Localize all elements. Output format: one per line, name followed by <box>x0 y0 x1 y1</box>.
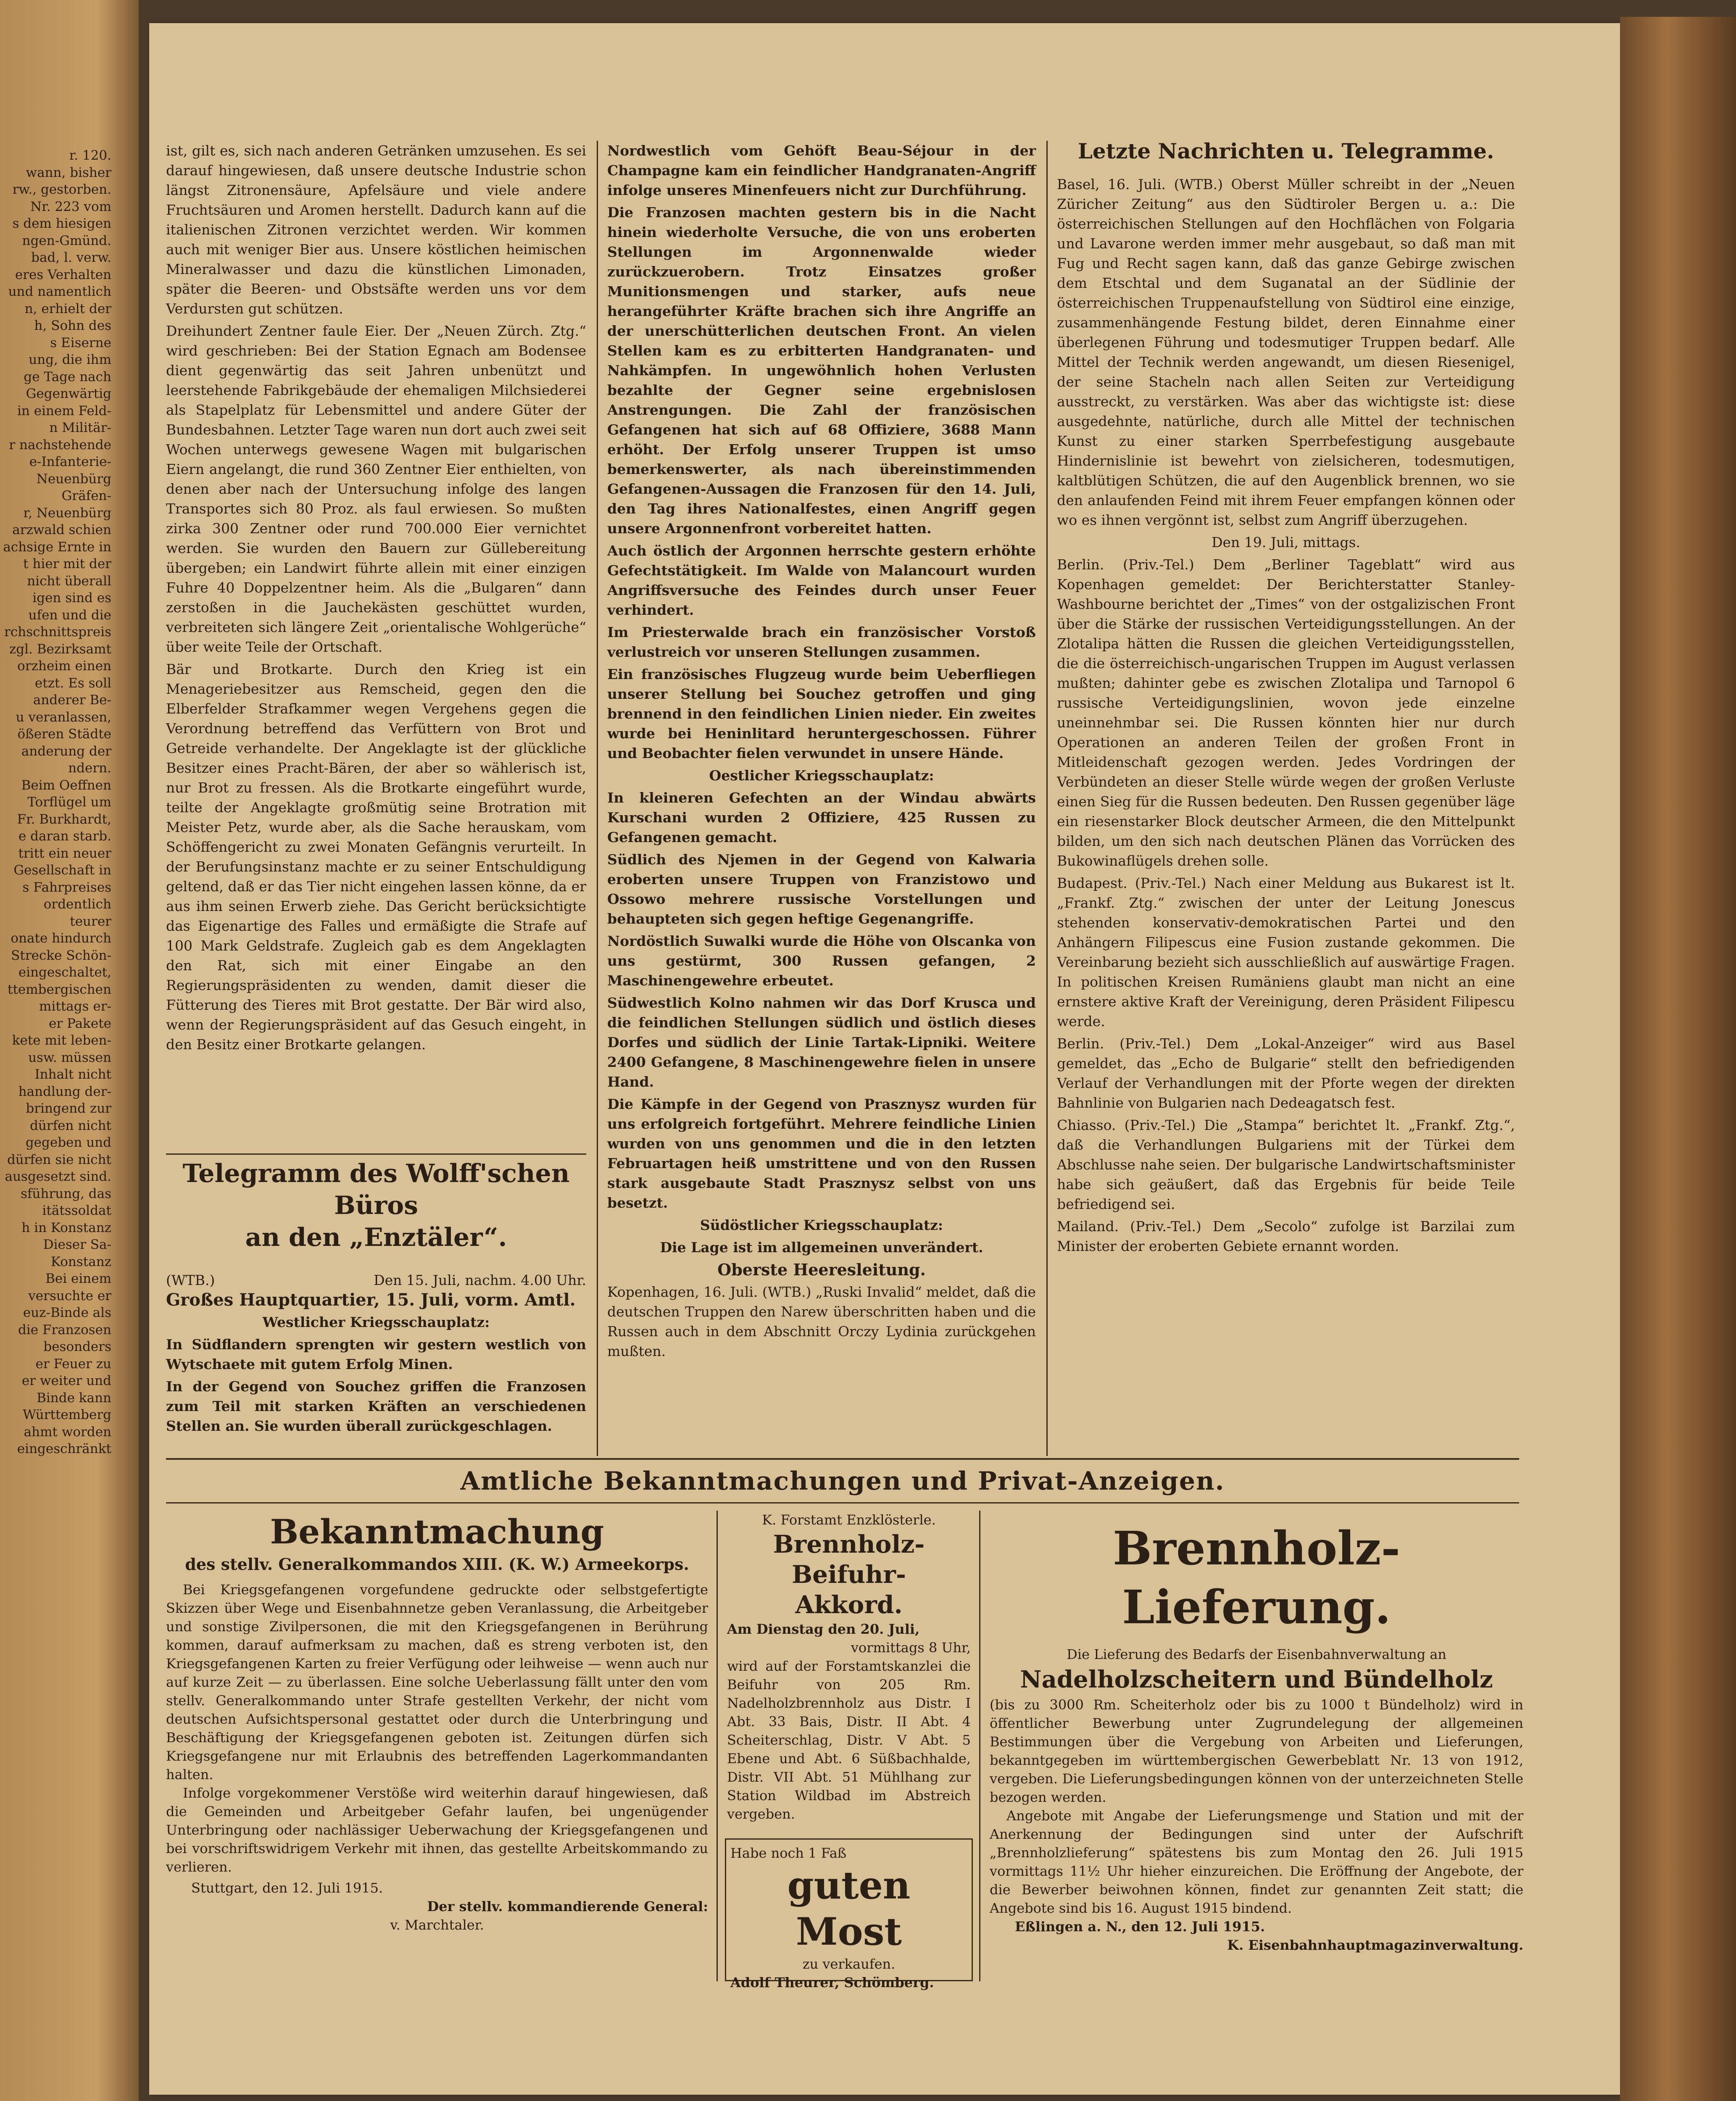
left-fragment-line: ngen-Gmünd. <box>22 233 111 248</box>
left-fragment-line: u veranlassen, <box>16 709 111 725</box>
column-1 <box>166 141 586 1057</box>
column-3 <box>1057 137 1515 1258</box>
article-eggs: Dreihundert Zentner faule Eier. Der „Neuen Zürch. Ztg.“ wird geschrieben: Bei der Station Egnach am Bodensee dient gegenwärtig das seit Jahren unbenützt und leerstehende Fabrikgebäude der ehemaligen Milchsiederei als Stapelplatz für Lebensmittel und andere Güter der Bundesbahnen. Letzter Tage waren nun dort auch zwei seit Wochen unterwegs gewesene Wagen mit bulgarischen Eiern angelangt, die rund 360 Zentner Eier enthielten, von denen aber nach der Untersuchung infolge des langen Transportes sich 80 Proz. als faul erwiesen. So mußten zirka 300 Zentner oder rund 700.000 Eier vernichtet werden. Sie wurden den Bauern zur Güllebereitung übergeben; ein Landwirt führte allein mit einer einzigen Fuhre 40 Doppelzentner heim. Als die „Bulgaren“ dann zerstoßen in die Jauchekästen geschüttet wurden, verbreiteten sich längere Zeit „orientalische Wohlgerüche“ über weite Teile der Ortschaft. <box>166 323 586 655</box>
southeast-heading: Südöstlicher Kriegsschauplatz: <box>700 1217 943 1233</box>
col2-p9: Südwestlich Kolno nahmen wir das Dorf Krusca und die feindlichen Stellungen südlich und östlich dieses Dorfes und südlich der Linie Tartak-Lipniki. Weitere 2400 Gefangene, 8 Maschinengewehre fielen in unsere Hand. <box>607 995 1036 1090</box>
ad1-title: Bekanntmachung <box>270 1512 604 1551</box>
left-fragment-line: ausgesetzt sind. <box>5 1169 111 1184</box>
section-rule-bottom <box>166 1502 1519 1503</box>
left-fragment-line: die Franzosen <box>18 1322 111 1337</box>
left-fragment-line: h, Sohn des <box>34 318 111 333</box>
left-fragment-line: anderung der <box>21 743 111 759</box>
col2-p1: Nordwestlich vom Gehöft Beau-Séjour in der Champagne kam ein feindlicher Handgranaten-Angriff infolge unseres Minenfeuers nicht zur Durchführung. <box>607 142 1036 198</box>
telegram-hq: Großes Hauptquartier, 15. Juli, vorm. Amtl. <box>166 1290 576 1310</box>
previous-page-edge <box>0 0 139 2101</box>
left-fragment-line: n, erhielt der <box>24 301 111 316</box>
ads-banner: Amtliche Bekanntmachungen und Privat-Anzeigen. <box>460 1466 1225 1496</box>
ad3-sign: Adolf Theurer, Schömberg. <box>730 1975 934 1990</box>
left-fragment-line: ordentlich teurer <box>43 897 111 929</box>
left-fragment-line: versuchte er <box>28 1288 111 1303</box>
left-fragment-line: rw., gestorben. <box>12 182 111 197</box>
ad1-sign2: v. Marchtaler. <box>390 1917 484 1933</box>
telegram-dateline: Den 15. Juli, nachm. 4.00 Uhr. <box>374 1272 586 1288</box>
telegram-title-2: an den „Enztäler“. <box>245 1223 507 1252</box>
left-fragment-line: igen sind es <box>32 590 111 606</box>
left-fragment-line: s dem hiesigen <box>12 216 111 231</box>
ad4-body: (bis zu 3000 Rm. Scheiterholz oder bis zu 1000 t Bündelholz) wird in öffentlicher Bewerbung unter Zugrundelegung der allgemeinen Bestimmungen über die Vergebung von Arbeiten und Lieferungen, bekanntgegeben im württembergischen Gewerbeblatt Nr. 13 von 1912, vergeben. Die Lieferungsbedingungen können von der unterzeichneten Stelle bezogen werden. <box>990 1697 1523 1805</box>
left-fragment-line: handlung der- <box>18 1084 111 1099</box>
left-fragment-line: eingeschaltet, <box>18 965 111 980</box>
left-fragment-line: arzwald schien <box>12 522 111 537</box>
left-fragment-line: gegeben und <box>25 1135 111 1150</box>
left-fragment-line: e-Infanterie- <box>29 454 111 469</box>
left-fragment-line: Torflügel um <box>27 795 111 810</box>
left-fragment-line: Gesellschaft in <box>13 863 111 878</box>
left-fragment-line: Neuenbürg <box>36 471 111 487</box>
left-fragment-line: ahmt worden <box>24 1424 111 1440</box>
col3-p1: Basel, 16. Juli. (WTB.) Oberst Müller schreibt in der „Neuen Züricher Zeitung“ aus den Südtiroler Bergen u. a.: Die österreichischen Stellungen auf den Hochflächen von Folgaria und Lavarone werden immer mehr ausgebaut, so daß man mit Fug und Recht sagen kann, daß das ganze Gebirge zwischen dem Etschtal und dem Suganatal an der Südlinie der österreichischen Truppenaufstellung von Südtirol eine einzige, zusammenhängende Festung bildet, deren Einnahme einer überlegenen Führung und todesmutiger Truppen bedarf. Alle Mittel der Technik werden angewandt, um diesen Riesenigel, der seine Stacheln nach allen Seiten zur Verteidigung ausstreckt, zu verstärken. Was aber das wichtigste ist: diese ausgedehnte, natürliche, durch alle Mittel der technischen Kunst zu einer starken Sperrbefestigung ausgebaute Hindernislinie ist bewehrt von zielsicheren, todesmutigen, kaltblütigen Schützen, die auf den Augenblick brennen, wo sie den anlaufenden Feind mit ihrem Feuer empfangen können oder wo es ihnen vergönnt ist, selbst zum Angriff überzugehen. <box>1057 176 1515 528</box>
ad-brennholz <box>990 1511 1523 1954</box>
left-fragment-line: ung, die ihm <box>29 352 111 367</box>
left-fragment-line: onate hindurch <box>11 931 111 946</box>
left-fragment-line: Bei einem <box>45 1271 111 1286</box>
ad2-title2: Akkord. <box>795 1590 903 1619</box>
ad-most <box>725 1838 973 1990</box>
left-fragment-line: mittags er- <box>39 999 111 1014</box>
telegram-top-rule <box>166 1153 586 1155</box>
column-rule-2 <box>1046 141 1048 1456</box>
left-fragment-line: besonders <box>43 1339 111 1354</box>
ad4-body2: Angebote mit Angabe der Lieferungsmenge und Station und mit der Anerkennung der Bedingungen sind unter der Aufschrift „Brennholzlieferung“ spätestens bis zum Montag den 26. Juli 1915 vormittags 11½ Uhr hieher einzureichen. Die Eröffnung der Angebote, der die Bewerber beiwohnen können, findet zur genannten Zeit statt; die Angebote sind bis 16. August 1915 bindend. <box>990 1808 1523 1916</box>
left-fragment-line: r, Neuenbürg <box>23 505 111 521</box>
left-fragment-line: r nachstehende <box>9 437 111 453</box>
left-fragment-line: ndern. <box>68 761 111 776</box>
left-fragment-line: etzt. Es soll <box>34 675 111 691</box>
col2-p8: Nordöstlich Suwalki wurde die Höhe von Olscanka von uns gestürmt, 300 Russen gefangen, 2 Maschinengewehre erbeutet. <box>607 933 1036 989</box>
ad2-when2: vormittags 8 Uhr, <box>851 1640 971 1656</box>
left-fragment-line: Gegenwärtig <box>26 386 111 401</box>
left-fragment-line: er Pakete <box>49 1016 111 1031</box>
left-fragment-line: und namentlich <box>8 284 111 299</box>
col2-p3: Auch östlich der Argonnen herrschte gestern erhöhte Gefechtstätigkeit. Im Walde von Malancourt wurden Angriffsversuche des Feindes durch unser Feuer verhindert. <box>607 542 1036 618</box>
left-fragment-line: anderer Be- <box>33 692 111 708</box>
left-fragment-line: bad, l. verw. <box>31 250 111 265</box>
col3-dateline: Den 19. Juli, mittags. <box>1212 534 1360 550</box>
telegram-block <box>166 1158 586 1438</box>
left-page-fragment <box>0 147 111 1458</box>
left-fragment-line: ge Tage nach <box>24 369 111 384</box>
col2-p7: Südlich des Njemen in der Gegend von Kalwaria eroberten unsere Truppen von Franzistowo und Ossowo mehrere russische Vorstellungen und behaupteten sich gegen heftige Gegenangriffe. <box>607 851 1036 927</box>
col3-p4: Berlin. (Priv.-Tel.) Dem „Lokal-Anzeiger“ wird aus Basel gemeldet, das „Echo de Bulgarie“ stellt den befriedigenden Verlauf der Verhandlungen mit der Pforte wegen der direkten Bahnlinie von Bulgarien nach Dedeagatsch fest. <box>1057 1035 1515 1111</box>
ad3-line1: Habe noch 1 Faß <box>730 1845 847 1861</box>
ad-rule-1 <box>717 1511 718 1981</box>
left-fragment-line: Fr. Burkhardt, <box>17 811 111 827</box>
ad3-line2: zu verkaufen. <box>802 1956 896 1972</box>
col2-p4: Im Priesterwalde brach ein französischer Vorstoß verlustreich vor unseren Stellungen zusammen. <box>607 624 1036 660</box>
telegram-p2: In der Gegend von Souchez griffen die Franzosen zum Teil mit starken Kräften an verschiedenen Stellen an. Sie wurden überall zurückgeschlagen. <box>166 1378 586 1434</box>
left-fragment-line: eres Verhalten <box>15 267 111 282</box>
ad4-intro: Die Lieferung des Bedarfs der Eisenbahnverwaltung an <box>1067 1646 1446 1662</box>
left-fragment-line: dürfen sie nicht <box>7 1152 111 1167</box>
left-fragment-line: Konstanz <box>50 1254 111 1269</box>
left-fragment-line: wann, bisher <box>26 165 111 180</box>
east-heading: Oestlicher Kriegsschauplatz: <box>709 767 934 784</box>
left-fragment-line: Binde kann <box>37 1390 111 1406</box>
left-fragment-line: tritt ein neuer <box>18 845 111 861</box>
latest-news-title: Letzte Nachrichten u. Telegramme. <box>1077 139 1494 163</box>
col3-p6: Mailand. (Priv.-Tel.) Dem „Secolo“ zufolge ist Barzilai zum Minister der eroberten Gebiete ernannt worden. <box>1057 1218 1515 1254</box>
ohl-signature: Oberste Heeresleitung. <box>717 1260 926 1279</box>
left-fragment-line: nicht überall <box>27 573 111 589</box>
ad3-title: guten Most <box>787 1863 911 1954</box>
left-fragment-line: r. 120. <box>69 148 111 163</box>
col2-p10: Die Kämpfe in der Gegend von Prasznysz wurden für uns erfolgreich fortgeführt. Mehrere feindliche Linien wurden von uns genommen und die in den letzten Februartagen heiß umstrittene und von den Russen stark ausgebaute Stadt Prasznysz selbst von uns besetzt. <box>607 1096 1036 1211</box>
left-fragment-line: usw. müssen <box>28 1050 111 1065</box>
left-fragment-line: Beim Oeffnen <box>21 777 111 793</box>
left-fragment-line: eingeschränkt <box>17 1441 111 1456</box>
left-fragment-line: kete mit leben- <box>12 1033 111 1048</box>
article-bear: Bär und Brotkarte. Durch den Krieg ist ein Menageriebesitzer aus Remscheid, gegen den die Elberfelder Strafkammer wegen Vergehens gegen die Verordnung betreffend das Verfüttern von Brot und Getreide verhandelte. Der Angeklagte ist der glückliche Besitzer eines Pracht-Bären, der aber so wählerisch ist, nur Brot zu fressen. Als die Brotkarte eingeführt wurde, teilte der Angeklagte großmütig seine Brotration mit Meister Petz, wurde aber, als die Sache herauskam, vom Schöffengericht zu zwei Monaten Gefängnis verurteilt. In der Berufungsinstanz machte er zu seiner Entschuldigung geltend, daß er das Tier nicht eingehen lassen könne, da er aus ihm seinen Erwerb ziehe. Das Gericht berücksichtigte das Eigenartige des Falles und ermäßigte die Strafe auf 100 Mark Geldstrafe. Zugleich gab es dem Angeklagten den Rat, sich mit einer Eingabe an den Regierungspräsidenten zu wenden, damit dieser die Fütterung des Tieres mit Brot gestatte. Der Bär wird also, wenn der Regierungspräsident auf das Gesuch eingeht, in den Besitz einer Brotkarte gelangen. <box>166 661 586 1053</box>
col2-p2: Die Franzosen machten gestern bis in die Nacht hinein wiederholte Versuche, die von uns eroberten Stellungen im Argonnenwalde wieder zurückzuerobern. Trotz Einsatzes großer Munitionsmengen und starker, aufs neue herangeführter Kräfte brachen sich ihre Angriffe an der unerschütterlichen deutschen Front. An vielen Stellen kam es zu erbitterten Handgranaten- und Nahkämpfen. In ungewöhnlich hohen Verlusten bezahlte der Gegner seine ergebnislosen Anstrengungen. Die Zahl der französischen Gefangenen hat sich auf 68 Offiziere, 3688 Mann erhöht. Der Erfolg unserer Truppen ist umso bemerkenswerter, als nach übereinstimmenden Gefangenen-Aussagen die Franzosen für den 14. Juli, den Tag ihres Nationalfestes, einen Angriff gegen unsere Argonnenfront vorbereitet hatten. <box>607 204 1036 537</box>
col3-p2: Berlin. (Priv.-Tel.) Dem „Berliner Tageblatt“ wird aus Kopenhagen gemeldet: Der Berichterstatter Stanley-Washbourne berichtet der „Times“ von der ostgalizischen Front über die Stärke der russischen Verteidigungsstellungen. An der Zlotalipa hätten die Russen die gleichen Verteidigungsstellen, die die österreichisch-ungarischen Truppen im August verlassen mußten; dahinter gebe es zwischen Zlotalipa und Tarnopol 6 russische Verteidigungslinien, wovon jede einzelne uneinnehmbar sei. Die Russen könnten hier nur durch Operationen an anderen Teilen der großen Front in Mitleidenschaft gezogen werden. Jedes Vordringen der Verbündeten an dieser Stelle würde wegen der großen Verluste einen Sieg für die Russen bedeuten. Den Russen gegenüber läge ein riesenstarker Block deutscher Armeen, die den Mittelpunkt bilden, um den sich nach deutschen Plänen das Vorrücken des Bukowinaflügels drehen solle. <box>1057 556 1515 869</box>
column-2 <box>607 141 1036 1364</box>
left-fragment-line: n Militär- <box>49 420 111 435</box>
left-fragment-line: Strecke Schön- <box>11 948 111 963</box>
newspaper-page <box>149 23 1620 2095</box>
left-fragment-line: e daran starb. <box>18 829 111 844</box>
ad4-sign: K. Eisenbahnhauptmagazinverwaltung. <box>1227 1937 1523 1953</box>
column-rule-1 <box>597 141 598 1456</box>
left-fragment-line: h in Konstanz <box>21 1220 111 1235</box>
ad4-sub: Nadelholzscheitern und Bündelholz <box>1020 1666 1493 1693</box>
col2-p6: In kleineren Gefechten an der Windau abwärts Kurschani wurden 2 Offiziere, 425 Russen zu Gefangenen gemacht. <box>607 790 1036 845</box>
left-fragment-line: achsige Ernte in <box>3 539 111 555</box>
ad1-sub: des stellv. Generalkommandos XIII. (K. W.) Armeekorps. <box>185 1555 689 1574</box>
ad2-when1: Am Dienstag den 20. Juli, <box>727 1621 920 1637</box>
left-fragment-line: Württemberg <box>23 1407 111 1422</box>
left-fragment-line: rchschnittspreis <box>4 624 111 640</box>
left-fragment-line: in einem Feld- <box>17 403 111 419</box>
left-fragment-line: itätssoldat <box>42 1203 111 1218</box>
ad-announcement <box>166 1511 708 1934</box>
ad1-body: Bei Kriegsgefangenen vorgefundene gedruckte oder selbstgefertigte Skizzen über Wege und Eisenbahnnetze geben Veranlassung, die Arbeitgeber und sonstige Zivilpersonen, die mit den Kriegsgefangenen in Berührung kommen, darauf aufmerksam zu machen, daß es streng verboten ist, den Kriegsgefangenen Karten zu freier Verfügung oder leihweise — wenn auch nur auf kurze Zeit — zu überlassen. Eine solche Ueberlassung fällt unter den vom stellv. Generalkommando unter Strafe gestellten Verkehr, der nicht vom deutschen Aufsichtspersonal gestattet oder durch die Unterbringung und Beschäftigung der Kriegsgefangenen geboten ist. Zeitungen dürfen sich Kriegsgefangene nur mit Erlaubnis des betreffenden Lagerkommandanten halten. <box>166 1582 708 1782</box>
telegram-p1: In Südflandern sprengten wir gestern westlich von Wytschaete mit gutem Erfolg Minen. <box>166 1336 586 1372</box>
left-fragment-line: ufen und die <box>28 607 111 623</box>
ad-rule-2 <box>979 1511 980 1981</box>
section-rule-top <box>166 1458 1519 1460</box>
left-fragment-line: er Feuer zu <box>35 1356 111 1372</box>
left-fragment-line: zgl. Bezirksamt <box>9 641 111 657</box>
left-fragment-line: s Eiserne <box>50 335 111 350</box>
ad1-body2: Infolge vorgekommener Verstöße wird weiterhin darauf hingewiesen, daß die Gemeinden und Arbeitgeber Gefahr laufen, bei ungenügender Unterbringung oder nachlässiger Ueberwachung der Kriegsgefangenen und bei vorschriftswidrigem Verkehr mit ihnen, das gestellte Arbeitskommando zu verlieren. <box>166 1785 708 1875</box>
left-fragment-line: dürfen nicht <box>30 1118 111 1133</box>
ad2-title1: Brennholz-Beifuhr- <box>773 1530 925 1589</box>
left-fragment-line: Nr. 223 vom <box>30 199 111 214</box>
left-fragment-line: euz-Binde als <box>23 1305 111 1320</box>
left-fragment-line: bringend zur <box>26 1101 111 1116</box>
col2-p11: Die Lage ist im allgemeinen unverändert. <box>660 1239 983 1256</box>
left-fragment-line: Inhalt nicht <box>34 1067 111 1082</box>
left-fragment-line: sführung, das <box>21 1186 111 1201</box>
left-fragment-line: orzheim einen <box>17 658 111 674</box>
left-fragment-line: s Fahrpreises <box>22 879 111 895</box>
west-heading: Westlicher Kriegsschauplatz: <box>262 1314 490 1330</box>
col3-p5: Chiasso. (Priv.-Tel.) Die „Stampa“ berichtet lt. „Frankf. Ztg.“, daß die Verhandlungen Bulgariens mit der Türkei dem Abschlusse nahe seien. Der bulgarische Landwirtschaftsminister habe sich geäußert, daß das Ergebnis für beide Teile befriedigend sei. <box>1057 1117 1515 1212</box>
ad1-sign1: Der stellv. kommandierende General: <box>427 1898 708 1914</box>
ad-forstamt <box>727 1511 971 1823</box>
left-fragment-line: t hier mit der <box>23 556 111 571</box>
left-fragment-line: ttembergischen <box>8 982 111 997</box>
col2-p5: Ein französisches Flugzeug wurde beim Ueberfliegen unserer Stellung bei Souchez getroffen und ging brennend in den feindlichen Linien nieder. Ein zweites wurde bei Heninlitard heruntergeschossen. Führer und Beobachter fielen verwundet in unsere Hände. <box>607 666 1036 761</box>
telegram-title-1: Telegramm des Wolff'schen Büros <box>182 1159 570 1220</box>
col3-p3: Budapest. (Priv.-Tel.) Nach einer Meldung aus Bukarest ist lt. „Frankf. Ztg.“ zwischen der unter der Leitung Jonescus stehenden konservativ-demokratischen Partei und den Anhängern Filipescus eine Fusion zustande gekommen. Die Vereinbarung bezieht sich ausschließlich auf auswärtige Fragen. In politischen Kreisen Rumäniens glaubt man nicht an eine ernstere aktive Kraft der Vereinigung, deren Präsident Filipescu werde. <box>1057 875 1515 1029</box>
col2-p12: Kopenhagen, 16. Juli. (WTB.) „Ruski Invalid“ meldet, daß die deutschen Truppen den Narew überschritten haben und die Russen auch in dem Abschnitt Orczy Lydinia zurückgehen mußten. <box>607 1284 1036 1359</box>
left-fragment-line: ößeren Städte <box>17 727 111 742</box>
book-spine <box>1620 17 1736 2101</box>
article-drinks: ist, gilt es, sich nach anderen Getränken umzusehen. Es sei darauf hingewiesen, daß unsere deutsche Industrie schon längst Zitronensäure, Apfelsäure und viele andere Fruchtsäuren und Aromen herstellt. Dadurch kann auf die italienischen Zitronen verzichtet werden. Wir kommen auch mit weniger Bier aus. Unsere köstlichen heimischen Mineralwasser und dazu die künstlichen Limonaden, später die Beeren- und Obstsäfte werden uns vor dem Verdursten gut schützen. <box>166 142 586 317</box>
ad2-body: wird auf der Forstamtskanzlei die Beifuhr von 205 Rm. Nadelholzbrennholz aus Distr. I Abt. 33 Bais, Distr. II Abt. 4 Scheiterschlag, Distr. V Abt. 5 Ebene und Abt. 6 Süßbachhalde, Distr. VII Abt. 51 Mühlhang zur Station Wildbad im Abstreich vergeben. <box>727 1658 971 1822</box>
left-fragment-line: Gräfen- <box>61 488 111 503</box>
ad4-date: Eßlingen a. N., den 12. Juli 1915. <box>1015 1919 1265 1935</box>
left-fragment-line: er weiter und <box>21 1373 111 1388</box>
telegram-agency: (WTB.) <box>166 1272 215 1288</box>
ad2-office: K. Forstamt Enzklösterle. <box>762 1512 936 1528</box>
left-fragment-line: Dieser Sa- <box>43 1237 111 1252</box>
ad4-title: Brennholz-Lieferung. <box>1112 1521 1401 1634</box>
ad1-date: Stuttgart, den 12. Juli 1915. <box>191 1880 383 1896</box>
